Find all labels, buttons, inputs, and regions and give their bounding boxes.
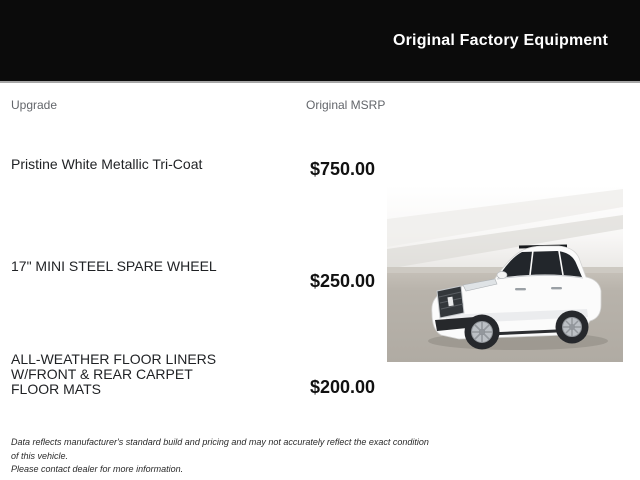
header-bar xyxy=(0,0,640,83)
upgrade-item-price: $250.00 xyxy=(310,271,376,291)
column-header-msrp: Original MSRP xyxy=(306,98,386,112)
rear-wheel xyxy=(556,311,589,344)
disclaimer xyxy=(11,436,431,477)
column-header-upgrade: Upgrade xyxy=(11,98,58,112)
upgrade-item-name: ALL-WEATHER FLOOR LINERS W/FRONT & REAR CARPET FLOOR MATS xyxy=(11,351,217,397)
upgrade-item-name: 17" MINI STEEL SPARE WHEEL xyxy=(11,258,217,274)
upgrade-item-price: $200.00 xyxy=(310,377,376,397)
disclaimer-line-2: Please contact dealer for more information. xyxy=(11,464,184,474)
page-title: Original Factory Equipment xyxy=(392,31,608,49)
disclaimer-line-1: Data reflects manufacturer's standard build and pricing and may not accurately reflect the exact condition of this vehicle. xyxy=(11,437,429,461)
front-wheel xyxy=(465,315,500,350)
upgrade-item-price: $750.00 xyxy=(310,159,376,179)
upgrade-item-name: Pristine White Metallic Tri-Coat xyxy=(11,156,203,172)
vehicle-photo xyxy=(387,185,623,362)
white-suv-image xyxy=(387,185,623,362)
